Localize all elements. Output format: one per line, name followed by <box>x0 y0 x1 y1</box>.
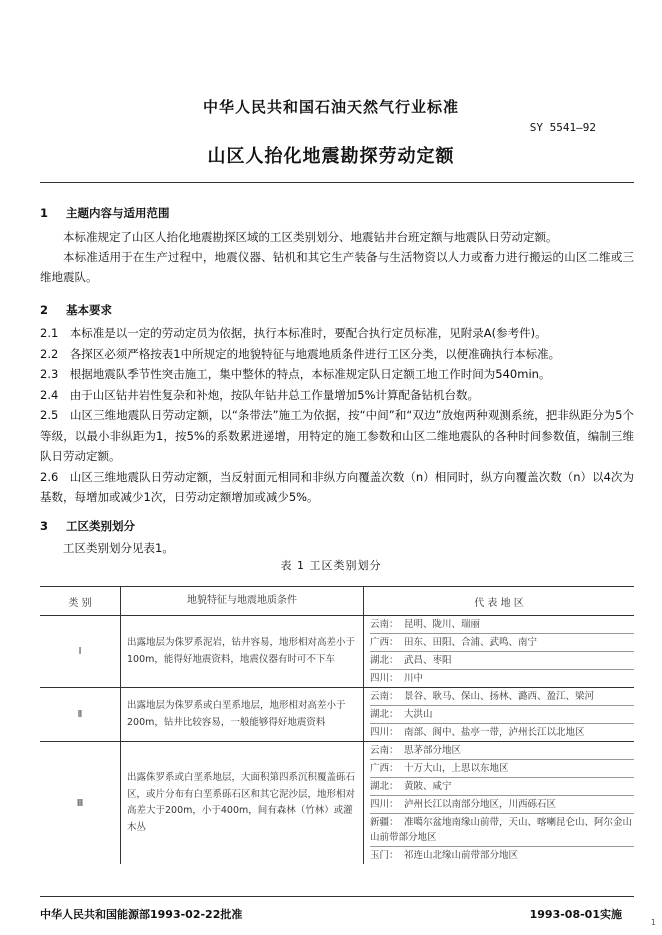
region-line <box>370 847 634 864</box>
region-line <box>370 670 634 687</box>
region-line <box>370 760 634 778</box>
clause-number: 2.6 <box>40 469 59 484</box>
table-row <box>40 616 634 688</box>
clause-number: 2.4 <box>40 387 59 402</box>
clause-text: 根据地震队季节性突击施工，集中整休的特点，本标准规定队日定额工地工作时间为540min。 <box>69 367 551 381</box>
table-header-row <box>40 587 634 616</box>
region-areas: 思茅部分地区 <box>404 745 462 756</box>
region-line <box>370 796 634 814</box>
clause <box>40 364 634 385</box>
region-areas: 田东、田阳、合浦、武鸣、南宁 <box>404 637 538 648</box>
province-label: 湖北： <box>370 781 399 792</box>
region-areas: 武昌、枣阳 <box>404 655 452 666</box>
column-header-conditions: 地貌特征与地震地质条件 <box>121 587 364 616</box>
table-row <box>40 742 634 865</box>
approval-line: 中华人民共和国能源部1993-02-22批准 <box>40 908 243 921</box>
clause <box>40 385 634 406</box>
section-2-heading <box>40 302 112 318</box>
implementation-date: 1993-08-01实施 <box>529 908 622 921</box>
province-label: 云南： <box>370 745 399 756</box>
section-2-body <box>40 323 634 508</box>
regions-cell <box>364 688 635 742</box>
clause-text: 本标准是以一定的劳动定员为依据，执行本标准时，要配合执行定员标准，见附录A(参考件)。 <box>69 326 547 340</box>
clause <box>40 344 634 365</box>
region-areas: 昆明、陇川、瑞丽 <box>404 619 481 630</box>
industry-standard-heading: 中华人民共和国石油天然气行业标准 <box>202 98 459 116</box>
region-line <box>370 616 634 634</box>
province-label: 湖北： <box>370 655 399 666</box>
section-title: 工区类别划分 <box>66 519 135 533</box>
table-caption: 表 1 工区类别划分 <box>280 559 382 572</box>
clause <box>40 405 634 467</box>
clause-number: 2.1 <box>40 326 59 340</box>
section-1-heading <box>40 205 170 221</box>
table-row <box>40 688 634 742</box>
region-line <box>370 652 634 670</box>
region-line <box>370 706 634 724</box>
region-line <box>370 688 634 706</box>
section-1-body <box>40 227 634 287</box>
section-title: 基本要求 <box>66 303 112 317</box>
standard-number: SY 5541—92 <box>529 121 596 134</box>
region-line <box>370 724 634 741</box>
province-label: 四川： <box>370 799 399 810</box>
conditions-cell: 出露侏罗系或白垩系地层，大面积第四系沉积覆盖砾石区，或片分布有白垩系砾石区和其它泥沙层，地形相对高差大于200m，小于400m，间有森林（竹林）或灌木丛 <box>121 742 364 865</box>
province-label: 玉门： <box>370 850 399 861</box>
section-title: 主题内容与适用范围 <box>66 206 170 220</box>
section-number: 3 <box>40 519 49 533</box>
paragraph: 本标准规定了山区人抬化地震勘探区域的工区类别划分、地震钻井台班定额与地震队日劳动定额。 <box>63 230 558 244</box>
column-header-regions: 代 表 地 区 <box>364 587 635 616</box>
section-number: 2 <box>40 303 49 317</box>
province-label: 广西： <box>370 763 399 774</box>
regions-cell <box>364 742 635 865</box>
clause <box>40 467 634 508</box>
clause-text: 由于山区钻井岩性复杂和补炮，按队年钻井总工作量增加5%计算配备钻机台数。 <box>69 387 480 402</box>
province-label: 新疆： <box>370 817 399 828</box>
conditions-cell: 出露地层为侏罗系或白垩系地层，地形相对高差小于200m，钻井比较容易，一般能够得好地震资料 <box>121 688 364 742</box>
province-label: 四川： <box>370 673 399 684</box>
region-line <box>370 742 634 760</box>
footer-rule <box>40 896 634 897</box>
header-rule <box>40 182 634 183</box>
region-areas: 景谷、耿马、保山、扬林、潞西、盈江、梁河 <box>404 691 595 702</box>
region-areas: 大洪山 <box>404 709 433 720</box>
clause-text: 山区三维地震队日劳动定额，当反射面元相同和非纵方向覆盖次数（n）相同时，纵方向覆盖次数（n）以4次为基数，每增加或减少1次，日劳动定额增加或减少5%。 <box>40 469 635 504</box>
region-areas: 川中 <box>404 673 424 684</box>
clause-number: 2.5 <box>40 408 59 422</box>
province-label: 四川： <box>370 727 399 738</box>
section-number: 1 <box>40 206 49 220</box>
clause <box>40 323 634 344</box>
province-label: 湖北： <box>370 709 399 720</box>
category-cell: Ⅱ <box>40 688 121 742</box>
region-areas: 准噶尔盆地南缘山前带，天山、喀喇昆仑山、阿尔金山山前带部分地区 <box>370 817 633 843</box>
category-cell: Ⅲ <box>40 742 121 865</box>
conditions-cell: 出露地层为侏罗系泥岩，钻井容易，地形相对高差小于100m，能得好地震资料，地震仪器有时可不下车 <box>121 616 364 688</box>
page-number: 1 <box>650 918 656 927</box>
clause-number: 2.3 <box>40 367 59 381</box>
regions-cell <box>364 616 635 688</box>
region-line <box>370 814 634 847</box>
region-line <box>370 634 634 652</box>
province-label: 广西： <box>370 637 399 648</box>
column-header-category: 类 别 <box>40 587 121 616</box>
category-cell: Ⅰ <box>40 616 121 688</box>
section-3-heading <box>40 518 135 534</box>
province-label: 云南： <box>370 691 399 702</box>
work-area-classification-table <box>40 586 634 864</box>
clause-number: 2.2 <box>40 346 59 361</box>
region-areas: 南部、阆中、盐亭一带，泸州长江以北地区 <box>404 727 585 738</box>
document-title: 山区人抬化地震勘探劳动定额 <box>207 146 455 167</box>
section-3-body: 工区类别划分见表1。 <box>63 541 174 555</box>
clause-text: 山区三维地震队日劳动定额，以“条带法”施工为依据，按“中间”和“双边”放炮两种观测系统，把非纵距分为5个等级，以最小非纵距为1，按5%的系数累进递增，用特定的施工参数和山区二维地震队的各种时间参数值，编制三维队日劳动定额。 <box>40 408 634 463</box>
region-areas: 黄陂、咸宁 <box>404 781 452 792</box>
paragraph: 本标准适用于在生产过程中，地震仪器、钻机和其它生产装备与生活物资以人力或畜力进行搬运的山区二维或三维地震队。 <box>40 250 634 284</box>
region-areas: 祁连山北缘山前带部分地区 <box>404 850 519 861</box>
province-label: 云南： <box>370 619 399 630</box>
region-line <box>370 778 634 796</box>
clause-text: 各探区必须严格按表1中所规定的地貌特征与地震地质条件进行工区分类，以便准确执行本标准。 <box>69 346 561 361</box>
region-areas: 泸州长江以南部分地区，川西砾石区 <box>404 799 557 810</box>
region-areas: 十万大山，上思以东地区 <box>404 763 509 774</box>
